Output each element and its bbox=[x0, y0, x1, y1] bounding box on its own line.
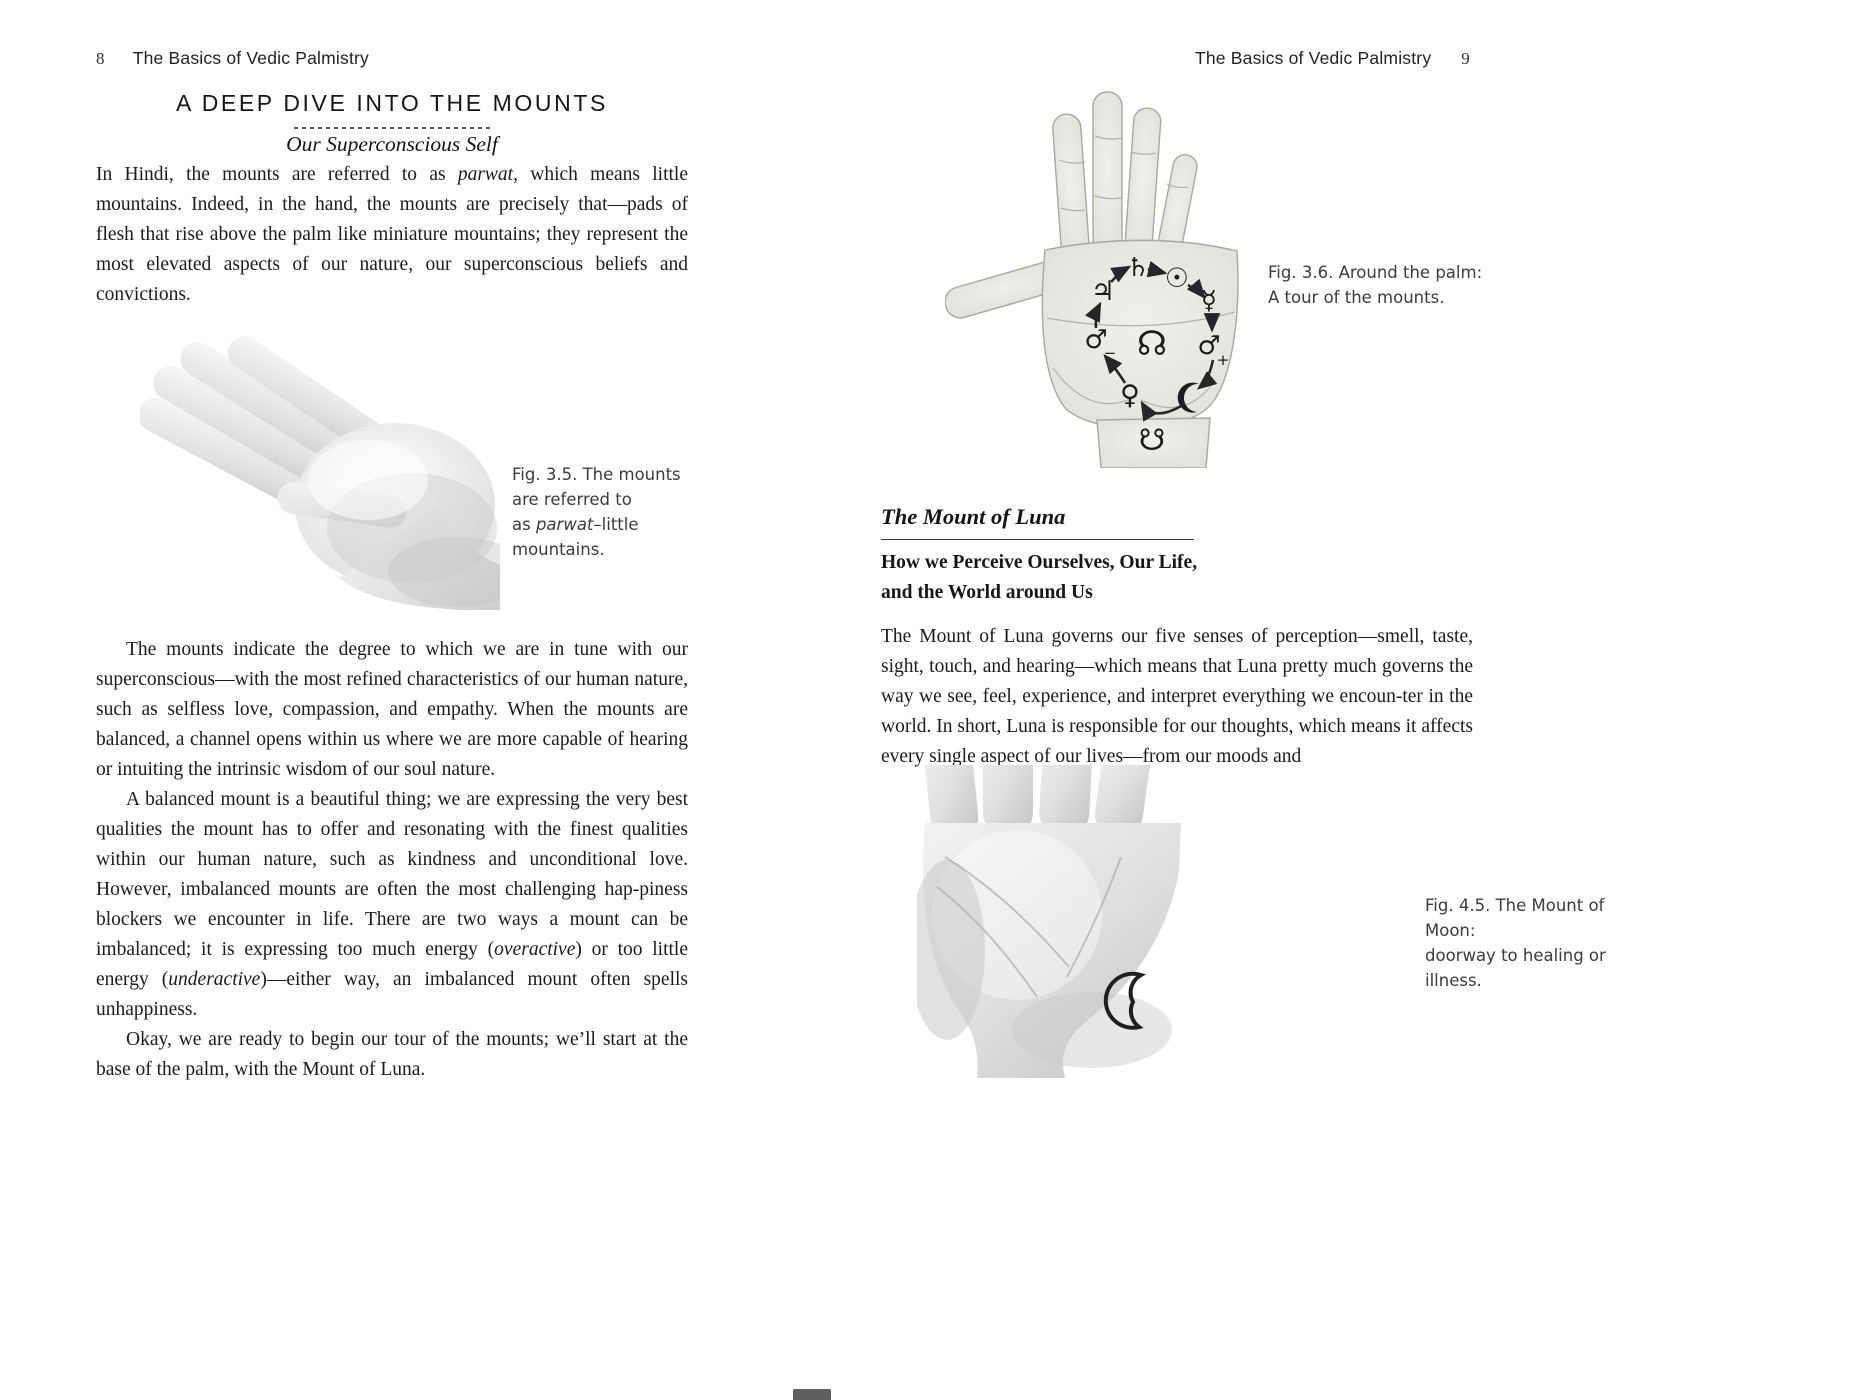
fig35-parwat-term: parwat bbox=[535, 515, 594, 534]
binding-mark bbox=[793, 1389, 831, 1400]
mercury-symbol: ☿ bbox=[1201, 286, 1217, 316]
para3-pre: A balanced mount is a beautiful thing; we are expressing the very best qualities the mount has to offer and resonating with the finest qualities within our human nature, such as kindness and unconditional love. However, imbalanced mounts are often the most challenging hap-piness blockers we encounter in life. There are two ways a mount can be imbalanced; it is expressing too much energy ( bbox=[96, 789, 688, 960]
paragraph-balanced-mount bbox=[96, 785, 688, 1025]
rahu-symbol: ☊ bbox=[1136, 324, 1168, 364]
para3-mid: ) or too little energy ( bbox=[96, 939, 689, 990]
luna-section bbox=[881, 504, 1473, 772]
left-running-head bbox=[96, 48, 369, 69]
paragraph-intro bbox=[96, 160, 688, 310]
fig36-caption-line1: Fig. 3.6. Around the palm: bbox=[1268, 263, 1483, 282]
paragraph-luna: The Mount of Luna governs our five senses of perception—smell, taste, sight, touch, and hearing—which means that Luna pretty much governs the way we see, feel, experience, and interpret everything we encoun-ter in the world. In short, Luna is responsible for our thoughts, which means it affects every single aspect of our lives—from our moods and bbox=[881, 626, 1473, 767]
underactive-term: underactive bbox=[168, 969, 261, 990]
left-running-title: The Basics of Vedic Palmistry bbox=[132, 48, 370, 68]
hand-photo-shape bbox=[140, 330, 500, 610]
section-subheading-line2: and the World around Us bbox=[881, 582, 1093, 603]
right-running-head bbox=[1195, 48, 1470, 69]
fig35-hand-photo bbox=[140, 330, 500, 610]
sun-symbol: ☉ bbox=[1164, 263, 1190, 294]
fig45-caption bbox=[1425, 893, 1660, 993]
paragraph-intro-text: In Hindi, the mounts are referred to as bbox=[96, 164, 458, 185]
chapter-subtitle: Our Superconscious Self bbox=[286, 132, 498, 156]
right-page-number: 9 bbox=[1461, 49, 1470, 68]
section-title: The Mount of Luna bbox=[881, 504, 1066, 529]
fig45-caption-line1: Fig. 4.5. The Mount of Moon: bbox=[1425, 896, 1605, 940]
fig35-caption-line3 bbox=[512, 512, 692, 537]
saturn-symbol: ♄ bbox=[1126, 253, 1150, 283]
heading-dash-rule bbox=[294, 127, 490, 129]
fig36-caption bbox=[1268, 260, 1488, 310]
mars-positive-symbol: ♂ bbox=[1197, 331, 1221, 361]
fig35-line3-post: –little bbox=[593, 515, 639, 534]
parwat-term: parwat, bbox=[457, 164, 518, 185]
fig35-caption-line1: Fig. 3.5. The mounts bbox=[512, 465, 681, 484]
fig45-caption-line2: doorway to healing or bbox=[1425, 946, 1606, 965]
fig35-caption-line4: mountains. bbox=[512, 540, 605, 559]
overactive-term: overactive bbox=[494, 939, 576, 960]
mars-minus-sign: − bbox=[1103, 344, 1117, 362]
fig36-caption-line2: A tour of the mounts. bbox=[1268, 288, 1445, 307]
ketu-symbol: ☋ bbox=[1138, 423, 1166, 458]
fig35-caption-line2: are referred to bbox=[512, 490, 632, 509]
section-title-rule bbox=[881, 539, 1194, 540]
left-page-number: 8 bbox=[96, 49, 105, 68]
left-body-top bbox=[96, 160, 688, 310]
chapter-heading: A DEEP DIVE INTO THE MOUNTS bbox=[176, 90, 608, 116]
paragraph-intro-rest: which means little mountains. Indeed, in the hand, the mounts are precisely that—pads of flesh that rise above the palm like miniature mountains; they represent the most elevated aspects of our nature, our superconscious beliefs and convictions. bbox=[96, 164, 688, 305]
para3-post: )—either way, an imbalanced mount often spells unhappiness. bbox=[96, 969, 688, 1020]
mars-plus-sign: + bbox=[1216, 351, 1230, 369]
fig35-caption bbox=[512, 462, 692, 562]
paragraph-mounts-indicate: The mounts indicate the degree to which we are in tune with our superconscious—with the most refined characteristics of our human nature, such as selfless love, compassion, and empathy. When the mounts are balanced, a channel opens within us where we are more capable of hearing or intuiting the intrinsic wisdom of our soul nature. bbox=[96, 639, 688, 780]
fig36-hand-illustration bbox=[945, 88, 1245, 468]
palm-photo-shape bbox=[917, 765, 1181, 1078]
left-body-bottom bbox=[96, 635, 688, 1085]
fig35-line3-pre: as bbox=[512, 515, 536, 534]
paragraph-tour-start: Okay, we are ready to begin our tour of the mounts; we’ll start at the base of the palm, with the Mount of Luna. bbox=[96, 1029, 688, 1080]
venus-symbol: ♀ bbox=[1120, 380, 1140, 411]
section-subheading-line1: How we Perceive Ourselves, Our Life, bbox=[881, 552, 1198, 573]
fig45-palm-photo bbox=[917, 765, 1185, 1078]
fig45-caption-line3: illness. bbox=[1425, 971, 1482, 990]
jupiter-symbol: ♃ bbox=[1090, 276, 1116, 307]
right-running-title: The Basics of Vedic Palmistry bbox=[1194, 48, 1432, 68]
mars-negative-symbol: ♂ bbox=[1084, 325, 1108, 355]
